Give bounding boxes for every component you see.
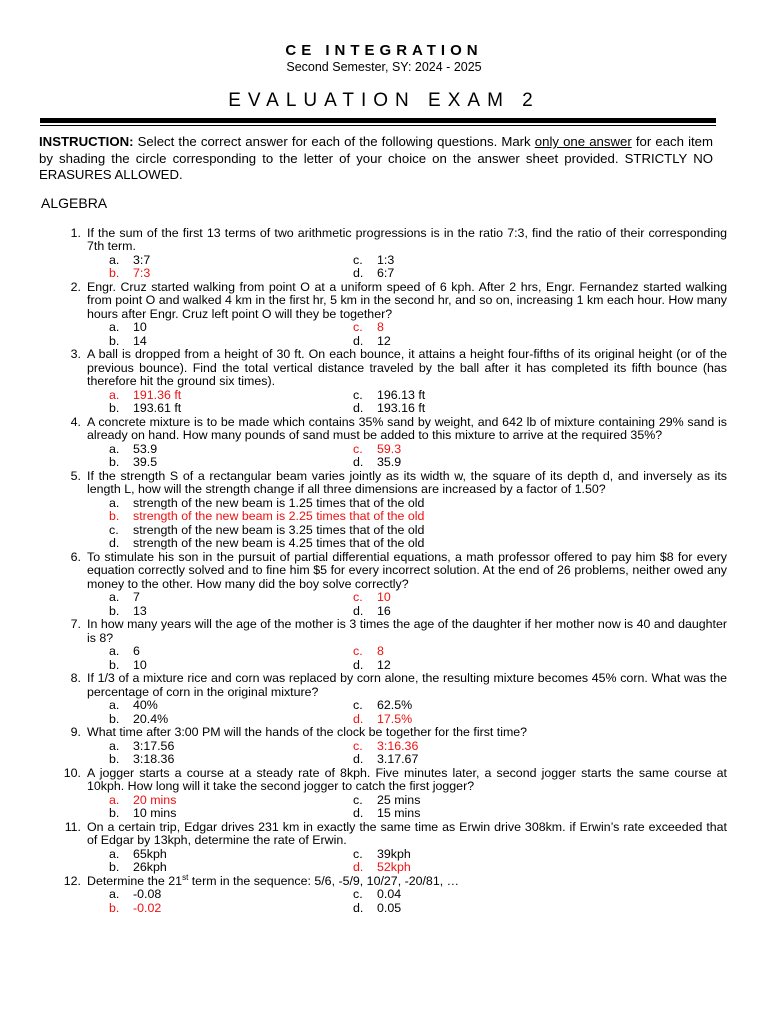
question-item	[70, 617, 727, 645]
question-text: In how many years will the age of the mother is 3 times the age of the daughter if her mother now is 40 and daughter is 8?	[87, 617, 727, 645]
option-row	[109, 699, 709, 713]
option-text: 40%	[133, 698, 158, 713]
answer-option	[353, 321, 384, 335]
answer-option	[109, 848, 167, 862]
answer-option	[353, 443, 401, 457]
answer-options	[109, 443, 709, 470]
answer-option	[353, 659, 391, 673]
option-letter: d.	[353, 752, 364, 767]
answer-option	[353, 389, 425, 403]
option-text: 6:7	[377, 266, 395, 281]
option-letter: c.	[109, 522, 119, 537]
option-letter: a.	[109, 698, 120, 713]
question-number: 4.	[70, 414, 81, 429]
answer-option	[109, 456, 157, 470]
answer-option	[109, 267, 150, 281]
option-text: 191.36 ft	[133, 387, 182, 402]
option-letter: d.	[353, 455, 364, 470]
answer-option	[353, 861, 411, 875]
answer-option	[109, 605, 147, 619]
option-letter: b.	[109, 860, 120, 875]
answer-option	[109, 254, 150, 268]
option-row	[109, 902, 709, 916]
question-number: 8.	[70, 671, 81, 686]
option-text: 65kph	[133, 846, 167, 861]
question-item	[70, 280, 727, 321]
option-text: 3.17.67	[377, 752, 419, 767]
option-text: 25 mins	[377, 792, 421, 807]
question-item	[63, 873, 727, 888]
option-text: 35.9	[377, 455, 402, 470]
option-text: 8	[377, 320, 384, 335]
option-letter: a.	[109, 738, 120, 753]
option-text: 0.04	[377, 887, 402, 902]
option-letter: a.	[109, 846, 120, 861]
option-letter: b.	[109, 806, 120, 821]
header-rule-thick	[40, 118, 716, 123]
question-text: If the strength S of a rectangular beam varies jointly as its width w, the square of its depth d, and inversely as its length L, how will the strength change if all three dimensions are increased by a factor of 1.50?	[87, 468, 727, 497]
option-letter: a.	[109, 792, 120, 807]
question-text: To stimulate his son in the pursuit of partial differential equations, a math professor offered to pay him $8 for every equation correctly solved and to fine him $5 for every incorrect solution. At the end of 26 problems, neither owed any money to the other. How many did the boy solve correctly?	[87, 550, 727, 591]
question-item	[70, 414, 727, 443]
option-text: 196.13 ft	[377, 387, 426, 402]
option-letter: d.	[353, 266, 364, 281]
question-number: 3.	[70, 347, 81, 362]
option-row	[109, 659, 709, 673]
answer-option	[353, 794, 420, 808]
option-text: 12	[377, 333, 391, 348]
answer-option	[109, 807, 176, 821]
option-letter: c.	[353, 441, 363, 456]
answer-option	[109, 645, 140, 659]
option-letter: a.	[109, 320, 120, 335]
option-letter: a.	[109, 252, 120, 267]
semester-line: Second Semester, SY: 2024 - 2025	[286, 60, 482, 74]
option-letter: c.	[353, 846, 363, 861]
option-text: 10	[377, 590, 391, 605]
option-letter: d.	[109, 536, 120, 551]
option-text: 3:7	[133, 252, 151, 267]
question-item	[70, 226, 727, 254]
option-text: 10	[133, 657, 147, 672]
answer-option	[353, 645, 384, 659]
question-item	[64, 820, 727, 848]
answer-option	[353, 402, 425, 416]
option-letter: d.	[353, 711, 364, 726]
option-text: 12	[377, 657, 391, 672]
answer-option	[353, 267, 394, 281]
option-row	[109, 888, 709, 902]
option-row	[109, 254, 709, 268]
question-text-continued: term in the sequence: 5/6, -5/9, 10/27, -20/81, …	[188, 874, 459, 888]
answer-option	[109, 888, 161, 902]
option-letter: c.	[353, 698, 363, 713]
option-text: 62.5%	[377, 698, 413, 713]
option-text: 10 mins	[133, 806, 177, 821]
option-text: 3:17.56	[133, 738, 175, 753]
answer-option	[353, 713, 412, 727]
answer-options	[109, 888, 709, 915]
answer-options	[109, 497, 709, 551]
option-letter: c.	[353, 887, 363, 902]
option-text: 59.3	[377, 441, 402, 456]
option-row	[109, 321, 709, 335]
course-title: CE INTEGRATION	[285, 42, 483, 59]
question-number: 2.	[70, 280, 81, 294]
option-letter: d.	[353, 401, 364, 416]
option-row	[109, 605, 709, 619]
answer-option	[353, 456, 401, 470]
instruction-paragraph	[39, 134, 713, 184]
answer-option	[109, 402, 181, 416]
option-text: 14	[133, 333, 147, 348]
option-text: 6	[133, 644, 140, 659]
option-text: strength of the new beam is 1.25 times that of the old	[133, 495, 425, 510]
option-text: 16	[377, 603, 391, 618]
question-text: A ball is dropped from a height of 30 ft. On each bounce, it attains a height four-fifths of its original height (or of the previous bounce). Find the total vertical distance traveled by the ball after it has completed its fifth bounce (has therefore hit the ground six times).	[87, 347, 727, 389]
answer-option	[353, 888, 401, 902]
option-letter: d.	[353, 901, 364, 915]
exam-title: EVALUATION EXAM 2	[228, 90, 540, 111]
option-row	[109, 645, 709, 659]
option-text: 3:18.36	[133, 752, 175, 767]
question-list	[0, 227, 768, 916]
answer-options	[109, 645, 709, 672]
answer-option	[353, 605, 391, 619]
answer-option	[109, 713, 168, 727]
answer-options	[109, 321, 709, 348]
option-row	[109, 591, 709, 605]
option-row	[109, 848, 709, 862]
answer-option	[109, 537, 709, 551]
option-letter: c.	[353, 792, 363, 807]
option-letter: a.	[109, 441, 120, 456]
answer-option	[353, 807, 420, 821]
option-letter: b.	[109, 752, 120, 767]
header-rule-thin	[40, 125, 716, 126]
option-row	[109, 713, 709, 727]
answer-options	[109, 389, 709, 416]
question-number: 9.	[70, 725, 81, 740]
option-letter: b.	[109, 455, 120, 470]
answer-option	[353, 254, 394, 268]
instruction-text-before: Select the correct answer for each of the following questions. Mark	[133, 134, 535, 149]
option-row	[109, 389, 709, 403]
question-text: If the sum of the first 13 terms of two arithmetic progressions is in the ratio 7:3, find the ratio of their corresponding 7th term.	[87, 226, 727, 254]
option-letter: a.	[109, 387, 120, 402]
answer-option	[353, 848, 411, 862]
option-letter: b.	[109, 901, 120, 915]
question-number: 6.	[70, 550, 81, 564]
option-letter: d.	[353, 806, 364, 821]
question-item	[70, 347, 727, 389]
option-text: 8	[377, 644, 384, 659]
answer-options	[109, 699, 709, 726]
answer-option	[109, 389, 181, 403]
option-text: 20 mins	[133, 792, 177, 807]
answer-option	[109, 794, 176, 808]
option-text: 26kph	[133, 860, 167, 875]
option-letter: c.	[353, 644, 363, 659]
option-row	[109, 456, 709, 470]
option-text: 39kph	[377, 846, 411, 861]
ordinal-suffix: st	[182, 873, 189, 882]
answer-option	[109, 699, 158, 713]
answer-option	[109, 861, 167, 875]
option-letter: b.	[109, 401, 120, 416]
question-number: 5.	[70, 468, 81, 483]
option-text: 7	[133, 590, 140, 605]
instruction-text-after: for each item by shading the circle corresponding to the letter of your choice on the answer sheet provided. STRICTLY NO ERASURES ALLOWED.	[39, 134, 713, 182]
answer-option	[353, 699, 412, 713]
option-letter: a.	[109, 644, 120, 659]
option-letter: d.	[353, 657, 364, 672]
option-row	[109, 267, 709, 281]
option-text: 20.4%	[133, 711, 169, 726]
question-text: If 1/3 of a mixture rice and corn was replaced by corn alone, the resulting mixture becomes 45% corn. What was the percentage of corn in the original mixture?	[87, 671, 727, 699]
answer-option	[353, 753, 418, 767]
question-number: 11.	[64, 820, 81, 834]
option-row	[109, 753, 709, 767]
answer-options	[109, 740, 709, 767]
option-text: 52kph	[377, 860, 411, 875]
instruction-label: INSTRUCTION:	[39, 134, 134, 149]
answer-options	[109, 254, 709, 281]
answer-option	[109, 335, 147, 349]
section-heading: ALGEBRA	[41, 195, 108, 211]
answer-option	[353, 740, 418, 754]
option-letter: d.	[353, 603, 364, 618]
option-row	[109, 443, 709, 457]
answer-option	[109, 591, 140, 605]
question-item	[63, 766, 727, 794]
option-letter: a.	[109, 887, 120, 902]
option-letter: b.	[109, 509, 120, 524]
answer-option	[353, 335, 391, 349]
option-text: strength of the new beam is 2.25 times that of the old	[133, 509, 425, 524]
option-text: strength of the new beam is 3.25 times that of the old	[133, 522, 425, 537]
option-row	[109, 861, 709, 875]
option-text: 7:3	[133, 266, 151, 281]
option-text: 1:3	[377, 252, 395, 267]
answer-option	[109, 524, 709, 538]
question-number: 7.	[70, 617, 81, 632]
option-letter: d.	[353, 333, 364, 348]
question-number: 10.	[63, 766, 81, 780]
option-text: strength of the new beam is 4.25 times that of the old	[133, 536, 425, 551]
option-letter: b.	[109, 266, 120, 281]
answer-option	[109, 740, 174, 754]
option-letter: b.	[109, 603, 120, 618]
answer-option	[109, 753, 174, 767]
question-text: Determine the 21	[87, 874, 183, 888]
instruction-emphasis: only one answer	[534, 134, 632, 149]
option-letter: b.	[109, 333, 120, 348]
answer-option	[109, 659, 147, 673]
option-text: 0.05	[377, 901, 402, 915]
question-text: A concrete mixture is to be made which contains 35% sand by weight, and 642 lb of mixture containing 29% sand is already on hand. How many pounds of sand must be added to this mixture to arrive at the required 35%?	[87, 414, 727, 443]
option-letter: c.	[353, 320, 363, 335]
answer-option	[109, 510, 709, 524]
answer-option	[109, 497, 709, 511]
question-text: On a certain trip, Edgar drives 231 km in exactly the same time as Erwin drive 308km. if Erwin’s rate exceeded that of Edgar by 13kph, determine the rate of Erwin.	[87, 820, 727, 848]
question-number: 1.	[70, 226, 81, 240]
question-text: What time after 3:00 PM will the hands of the clock be together for the first time?	[87, 725, 528, 740]
question-item	[70, 550, 727, 591]
option-text: -0.02	[133, 901, 162, 915]
option-row	[109, 807, 709, 821]
question-text: A jogger starts a course at a steady rate of 8kph. Five minutes later, a second jogger starts the same course at 10kph. How long will it take the second jogger to catch the first jogger?	[87, 766, 727, 794]
answer-options	[109, 794, 709, 821]
option-letter: c.	[353, 387, 363, 402]
option-letter: b.	[109, 657, 120, 672]
option-text: -0.08	[133, 887, 162, 902]
document-header	[0, 42, 768, 74]
option-letter: c.	[353, 738, 363, 753]
option-text: 39.5	[133, 455, 158, 470]
option-letter: c.	[353, 252, 363, 267]
option-text: 3:16.36	[377, 738, 419, 753]
option-text: 53.9	[133, 441, 158, 456]
question-item	[70, 671, 727, 699]
answer-options	[109, 591, 709, 618]
option-text: 10	[133, 320, 147, 335]
option-letter: b.	[109, 711, 120, 726]
option-letter: a.	[109, 590, 120, 605]
question-number: 12.	[63, 874, 81, 888]
option-text: 17.5%	[377, 711, 413, 726]
option-letter: a.	[109, 495, 120, 510]
option-text: 13	[133, 603, 147, 618]
option-letter: c.	[353, 590, 363, 605]
option-letter: d.	[353, 860, 364, 875]
answer-option	[109, 321, 147, 335]
option-text: 15 mins	[377, 806, 421, 821]
option-text: 193.16 ft	[377, 401, 426, 416]
answer-option	[353, 591, 391, 605]
question-item	[70, 468, 727, 497]
question-item	[70, 725, 727, 740]
answer-option	[109, 443, 157, 457]
option-row	[109, 740, 709, 754]
question-text: Engr. Cruz started walking from point O at a uniform speed of 6 kph. After 2 hrs, Engr. Fernandez started walking from point O and walked 4 km in the first hr, 5 km in the second hr, and so on, increasing 1 km each hour. How many hours after Engr. Cruz left point O will they be together?	[87, 280, 727, 321]
answer-option	[353, 902, 401, 916]
answer-options	[109, 848, 709, 875]
option-text: 193.61 ft	[133, 401, 182, 416]
option-row	[109, 402, 709, 416]
answer-option	[109, 902, 161, 916]
option-row	[109, 794, 709, 808]
option-row	[109, 335, 709, 349]
